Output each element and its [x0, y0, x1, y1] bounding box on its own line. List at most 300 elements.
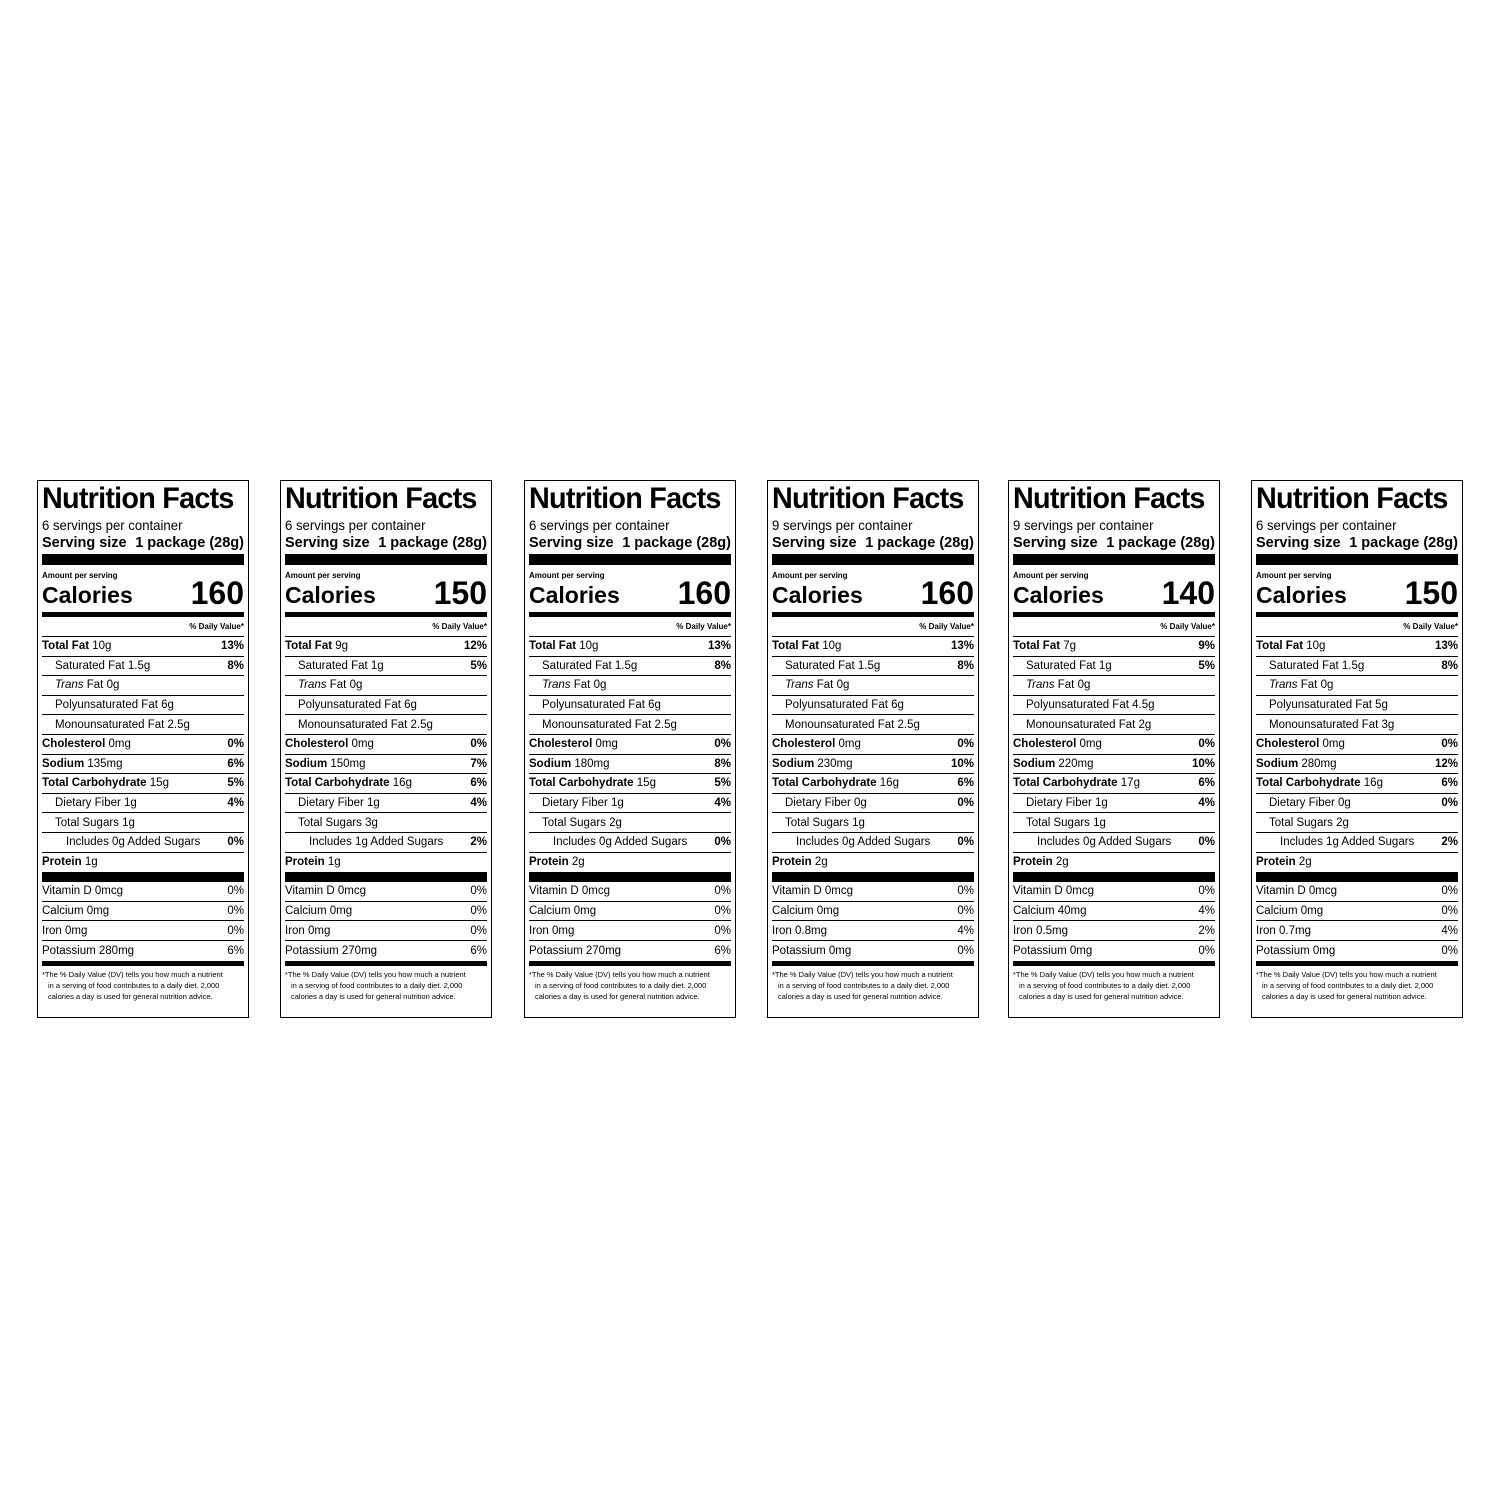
nutrient-label: Monounsaturated Fat	[542, 718, 652, 731]
monounsaturated-fat-row	[529, 715, 731, 735]
trans-fat-row	[285, 676, 487, 696]
total-fat-row	[772, 637, 974, 657]
nutrient-amount: 1.5g	[857, 659, 881, 672]
nutrient-amount: 2.5g	[654, 718, 677, 731]
footnote-line: in a serving of food contributes to a daily diet. 2,000	[1019, 980, 1191, 990]
nutrient-label: Fat	[570, 679, 591, 692]
added-sugars-row	[1013, 833, 1215, 853]
calories-label: Calories	[529, 582, 620, 608]
nutrient-dv: 0%	[957, 944, 974, 957]
thick-divider	[529, 554, 731, 565]
nutrient-amount: 0mg	[1300, 905, 1324, 918]
footnote-line: calories a day is used for general nutrition advice.	[1019, 991, 1184, 1001]
serving-size-value: 1 package (28g)	[378, 535, 487, 551]
nutrient-label: Calcium	[1013, 905, 1055, 918]
nutrient-amount: 3g	[1381, 718, 1395, 731]
nutrient-label: Total Sugars	[1026, 816, 1090, 829]
nutrient-label: Vitamin D	[1013, 885, 1063, 898]
nutrient-label: Cholesterol	[42, 738, 106, 751]
nutrient-amount: 10g	[822, 640, 842, 653]
nutrient-amount: 1g	[327, 856, 341, 869]
footnote	[772, 966, 974, 1002]
calories-label: Calories	[772, 582, 863, 608]
serving-size-label: Serving size	[772, 535, 857, 551]
amount-per-serving: Amount per serving	[772, 571, 848, 580]
nutrient-amount: 1g	[124, 797, 137, 810]
nutrient-label: Total Fat	[42, 640, 90, 653]
serving-size-value: 1 package (28g)	[135, 535, 244, 551]
sodium-row	[42, 755, 244, 775]
nutrient-label: Total Carbohydrate	[285, 777, 390, 790]
sodium-row	[285, 755, 487, 775]
added-sugars-row	[285, 833, 487, 853]
nutrient-dv: 4%	[470, 797, 487, 810]
nutrient-label: Calcium	[285, 905, 327, 918]
nutrient-amount: 0g	[842, 836, 855, 849]
polyunsaturated-fat-row	[772, 696, 974, 716]
cholesterol-row	[529, 735, 731, 755]
nutrient-amount: 0mg	[1322, 738, 1345, 751]
cholesterol-row	[1256, 735, 1458, 755]
nutrient-amount: 0mcg	[94, 885, 123, 898]
nutrient-label: Total Fat	[529, 640, 577, 653]
calories-label: Calories	[1013, 582, 1104, 608]
nutrient-label: Total Fat	[772, 640, 820, 653]
nutrient-dv: 5%	[1198, 659, 1215, 672]
panel-title: Nutrition Facts	[42, 482, 234, 515]
nutrient-dv: 12%	[1434, 757, 1458, 770]
nutrient-dv: 0%	[714, 836, 731, 849]
nutrient-amount: 0mg	[351, 738, 374, 751]
footnote	[285, 966, 487, 1002]
nutrient-amount: 2.5g	[167, 718, 190, 731]
nutrient-amount: 1.5g	[1341, 659, 1365, 672]
nutrient-label: Dietary Fiber	[542, 797, 608, 810]
nutrient-amount: 1.5g	[127, 659, 151, 672]
polyunsaturated-fat-row	[42, 696, 244, 716]
nutrient-dv: 5%	[227, 777, 244, 790]
nutrient-label: Total Sugars	[785, 816, 849, 829]
nutrient-amount: 0g	[593, 679, 607, 692]
footnote-line: in a serving of food contributes to a daily diet. 2,000	[1262, 980, 1434, 990]
vitamin-d-row	[285, 882, 487, 902]
nutrient-label: Polyunsaturated Fat	[1269, 699, 1372, 712]
nutrient-dv: 13%	[707, 640, 731, 653]
nutrient-amount: 0mcg	[1065, 885, 1094, 898]
nutrient-amount: 2g	[814, 856, 828, 869]
nutrient-dv: 0%	[470, 885, 487, 898]
nutrient-label: Total Fat	[285, 640, 333, 653]
nutrient-dv: 12%	[463, 640, 487, 653]
saturated-fat-row	[1013, 657, 1215, 677]
nutrient-label: Polyunsaturated Fat	[1026, 699, 1129, 712]
vitamin-d-row	[529, 882, 731, 902]
nutrient-label: Saturated Fat	[298, 659, 368, 672]
nutrient-label: Vitamin D	[42, 885, 92, 898]
nutrient-amount: 1g	[84, 856, 98, 869]
nutrient-amount: 0g	[836, 679, 850, 692]
polyunsaturated-fat-row	[1013, 696, 1215, 716]
potassium-row	[42, 941, 244, 961]
nutrient-dv: 0%	[957, 885, 974, 898]
trans-label: Trans	[298, 679, 327, 692]
nutrient-amount: 0g	[1083, 836, 1096, 849]
total-carbohydrate-row	[529, 774, 731, 794]
footnote-line: in a serving of food contributes to a daily diet. 2,000	[48, 980, 220, 990]
nutrient-label: Calcium	[1256, 905, 1298, 918]
nutrient-amount: 0.8mg	[795, 924, 827, 937]
nutrition-facts-panel	[1251, 480, 1463, 1018]
daily-value-header: % Daily Value*	[285, 617, 487, 637]
calories-label: Calories	[42, 582, 133, 608]
total-fat-row	[1013, 637, 1215, 657]
nutrient-label: Potassium	[285, 944, 339, 957]
nutrient-dv: 2%	[470, 836, 487, 849]
nutrient-dv: 0%	[470, 905, 487, 918]
panel-title: Nutrition Facts	[529, 482, 721, 515]
nutrient-dv: 0%	[957, 797, 974, 810]
nutrient-label: Iron	[1013, 924, 1033, 937]
nutrient-label: Cholesterol	[1013, 738, 1077, 751]
calories-value: 160	[190, 575, 244, 611]
nutrient-label: Vitamin D	[1256, 885, 1306, 898]
amount-per-serving: Amount per serving	[42, 571, 118, 580]
nutrient-dv: 8%	[957, 659, 974, 672]
nutrient-label: Protein	[1013, 856, 1053, 869]
nutrient-label: Monounsaturated Fat	[785, 718, 895, 731]
nutrient-dv: 0%	[227, 924, 244, 937]
nutrient-amount: 0g	[1077, 679, 1091, 692]
panel-title: Nutrition Facts	[1256, 482, 1448, 515]
nutrient-amount: 0.5mg	[1036, 924, 1068, 937]
nutrient-label: Total Sugars	[298, 816, 362, 829]
nutrient-amount: 6g	[161, 699, 174, 712]
dietary-fiber-row	[42, 794, 244, 814]
protein-row	[1256, 853, 1458, 873]
nutrient-amount: 3g	[365, 816, 378, 829]
nutrient-amount: 4.5g	[1132, 699, 1155, 712]
nutrient-amount: 0mg	[1079, 738, 1102, 751]
serving-size-value: 1 package (28g)	[1349, 535, 1458, 551]
trans-fat-row	[1013, 676, 1215, 696]
nutrient-label: Fat	[1297, 679, 1318, 692]
nutrient-label: Added Sugars	[614, 836, 688, 849]
footnote-line: *The % Daily Value (DV) tells you how much a nutrient	[42, 969, 223, 979]
nutrient-dv: 0%	[1441, 905, 1458, 918]
daily-value-header: % Daily Value*	[772, 617, 974, 637]
nutrient-amount: 2g	[1138, 718, 1152, 731]
calories-label: Calories	[1256, 582, 1347, 608]
includes-label: Includes	[1280, 836, 1323, 849]
nutrition-facts-panel	[524, 480, 736, 1018]
vitamin-d-row	[42, 882, 244, 902]
nutrient-label: Dietary Fiber	[55, 797, 121, 810]
sodium-row	[529, 755, 731, 775]
nutrient-label: Calcium	[529, 905, 571, 918]
nutrient-dv: 0%	[1198, 885, 1215, 898]
nutrient-label: Iron	[772, 924, 792, 937]
total-fat-row	[285, 637, 487, 657]
nutrient-amount: 0mg	[816, 905, 840, 918]
nutrient-dv: 0%	[714, 924, 731, 937]
nutrient-label: Total Carbohydrate	[1013, 777, 1118, 790]
nutrient-label: Total Carbohydrate	[529, 777, 634, 790]
serving-size-row	[285, 534, 487, 552]
vitamin-d-row	[1013, 882, 1215, 902]
nutrient-amount: 2.5g	[897, 718, 920, 731]
nutrient-amount: 0mg	[108, 738, 131, 751]
thick-divider	[529, 872, 731, 882]
nutrient-label: Dietary Fiber	[1269, 797, 1335, 810]
servings-per-container: 6 servings per container	[1256, 517, 1397, 533]
nutrient-label: Saturated Fat	[785, 659, 855, 672]
calories-value: 150	[433, 575, 487, 611]
nutrient-amount: 0g	[854, 797, 867, 810]
nutrient-amount: 0mg	[1069, 944, 1093, 957]
nutrient-amount: 0g	[349, 679, 363, 692]
nutrient-label: Saturated Fat	[1026, 659, 1096, 672]
servings-per-container: 9 servings per container	[1013, 517, 1154, 533]
nutrient-amount: 0mcg	[581, 885, 610, 898]
nutrient-label: Sodium	[529, 757, 572, 770]
footnote-line: *The % Daily Value (DV) tells you how much a nutrient	[285, 969, 466, 979]
nutrition-facts-panel	[767, 480, 979, 1018]
nutrient-label: Sodium	[772, 757, 815, 770]
calories-label: Calories	[285, 582, 376, 608]
nutrient-amount: 1g	[1093, 816, 1106, 829]
footnote-line: *The % Daily Value (DV) tells you how much a nutrient	[772, 969, 953, 979]
added-sugars-row	[42, 833, 244, 853]
thick-divider	[1013, 872, 1215, 882]
nutrient-dv: 4%	[957, 924, 974, 937]
nutrient-amount: 180mg	[574, 757, 610, 770]
sodium-row	[1256, 755, 1458, 775]
nutrient-amount: 0mg	[573, 905, 597, 918]
nutrient-label: Cholesterol	[772, 738, 836, 751]
nutrient-label: Fat	[1054, 679, 1075, 692]
nutrient-dv: 13%	[950, 640, 974, 653]
nutrient-dv: 0%	[470, 738, 487, 751]
nutrient-amount: 1g	[1326, 836, 1339, 849]
nutrient-label: Iron	[1256, 924, 1276, 937]
total-sugars-row	[529, 813, 731, 833]
thick-divider	[1256, 554, 1458, 565]
nutrient-dv: 8%	[1441, 659, 1458, 672]
iron-row	[42, 921, 244, 941]
dietary-fiber-row	[529, 794, 731, 814]
nutrient-label: Total Carbohydrate	[772, 777, 877, 790]
vitamin-d-row	[1256, 882, 1458, 902]
nutrient-label: Monounsaturated Fat	[1269, 718, 1379, 731]
nutrient-dv: 6%	[227, 757, 244, 770]
nutrient-amount: 0g	[1338, 797, 1351, 810]
protein-row	[42, 853, 244, 873]
nutrient-amount: 0mg	[595, 738, 618, 751]
saturated-fat-row	[772, 657, 974, 677]
nutrient-amount: 6g	[404, 699, 417, 712]
nutrient-dv: 4%	[1441, 924, 1458, 937]
calories-value: 140	[1161, 575, 1215, 611]
nutrient-label: Added Sugars	[1098, 836, 1172, 849]
total-fat-row	[42, 637, 244, 657]
includes-label: Includes	[796, 836, 839, 849]
nutrient-dv: 6%	[1198, 777, 1215, 790]
nutrient-dv: 8%	[227, 659, 244, 672]
nutrient-label: Sodium	[1256, 757, 1299, 770]
nutrient-dv: 10%	[1191, 757, 1215, 770]
nutrient-dv: 4%	[714, 797, 731, 810]
nutrient-label: Sodium	[285, 757, 328, 770]
cholesterol-row	[772, 735, 974, 755]
nutrient-amount: 1g	[367, 797, 380, 810]
nutrient-dv: 8%	[714, 757, 731, 770]
nutrient-amount: 1g	[611, 797, 624, 810]
nutrient-amount: 150mg	[330, 757, 366, 770]
nutrient-amount: 16g	[879, 777, 899, 790]
trans-fat-row	[529, 676, 731, 696]
nutrient-amount: 0mg	[308, 924, 331, 937]
saturated-fat-row	[529, 657, 731, 677]
nutrient-amount: 280mg	[1301, 757, 1337, 770]
nutrient-dv: 0%	[1198, 836, 1215, 849]
footnote-line: calories a day is used for general nutrition advice.	[535, 991, 700, 1001]
footnote-line: *The % Daily Value (DV) tells you how much a nutrient	[1013, 969, 1194, 979]
serving-size-label: Serving size	[1013, 535, 1098, 551]
potassium-row	[529, 941, 731, 961]
nutrient-label: Vitamin D	[285, 885, 335, 898]
iron-row	[529, 921, 731, 941]
thick-divider	[42, 872, 244, 882]
nutrient-amount: 0g	[1320, 679, 1334, 692]
servings-per-container: 6 servings per container	[285, 517, 426, 533]
nutrient-amount: 0mg	[828, 944, 852, 957]
nutrient-dv: 13%	[1434, 640, 1458, 653]
monounsaturated-fat-row	[42, 715, 244, 735]
nutrient-label: Monounsaturated Fat	[298, 718, 408, 731]
nutrient-label: Added Sugars	[370, 836, 444, 849]
nutrient-amount: 1g	[370, 659, 384, 672]
saturated-fat-row	[285, 657, 487, 677]
footnote	[529, 966, 731, 1002]
nutrient-amount: 1g	[355, 836, 368, 849]
iron-row	[285, 921, 487, 941]
total-carbohydrate-row	[1256, 774, 1458, 794]
includes-label: Includes	[309, 836, 352, 849]
nutrient-amount: 1g	[1095, 797, 1108, 810]
nutrient-label: Total Carbohydrate	[1256, 777, 1361, 790]
calories-value: 150	[1404, 575, 1458, 611]
nutrient-label: Cholesterol	[285, 738, 349, 751]
sodium-row	[772, 755, 974, 775]
nutrient-label: Polyunsaturated Fat	[55, 699, 158, 712]
serving-size-row	[529, 534, 731, 552]
footnote-line: in a serving of food contributes to a daily diet. 2,000	[535, 980, 707, 990]
nutrient-dv: 0%	[714, 905, 731, 918]
daily-value-header: % Daily Value*	[1256, 617, 1458, 637]
nutrient-label: Iron	[529, 924, 549, 937]
serving-size-value: 1 package (28g)	[1106, 535, 1215, 551]
nutrient-amount: 0g	[599, 836, 612, 849]
calories-value: 160	[677, 575, 731, 611]
potassium-row	[1013, 941, 1215, 961]
trans-fat-row	[772, 676, 974, 696]
total-sugars-row	[772, 813, 974, 833]
nutrient-label: Potassium	[529, 944, 583, 957]
trans-label: Trans	[542, 679, 571, 692]
nutrient-amount: 280mg	[98, 944, 135, 957]
nutrient-amount: 7g	[1063, 640, 1077, 653]
potassium-row	[772, 941, 974, 961]
nutrient-amount: 6g	[891, 699, 904, 712]
trans-label: Trans	[785, 679, 814, 692]
calories-value: 160	[920, 575, 974, 611]
footnote	[42, 966, 244, 1002]
panel-title: Nutrition Facts	[772, 482, 964, 515]
nutrient-dv: 0%	[957, 836, 974, 849]
nutrient-label: Protein	[529, 856, 569, 869]
nutrient-label: Dietary Fiber	[785, 797, 851, 810]
nutrient-amount: 0mg	[329, 905, 353, 918]
saturated-fat-row	[42, 657, 244, 677]
trans-label: Trans	[1026, 679, 1055, 692]
nutrient-dv: 0%	[1198, 944, 1215, 957]
calcium-row	[1256, 902, 1458, 922]
nutrient-label: Added Sugars	[127, 836, 201, 849]
footnote-line: *The % Daily Value (DV) tells you how much a nutrient	[1256, 969, 1437, 979]
trans-label: Trans	[1269, 679, 1298, 692]
nutrient-amount: 0mcg	[824, 885, 853, 898]
nutrient-amount: 0g	[112, 836, 125, 849]
calcium-row	[529, 902, 731, 922]
nutrient-dv: 4%	[1198, 905, 1215, 918]
monounsaturated-fat-row	[285, 715, 487, 735]
thick-divider	[1013, 554, 1215, 565]
nutrient-label: Iron	[285, 924, 305, 937]
nutrient-amount: 1.5g	[614, 659, 638, 672]
nutrient-dv: 6%	[957, 777, 974, 790]
nutrient-label: Vitamin D	[529, 885, 579, 898]
added-sugars-row	[772, 833, 974, 853]
footnote-line: calories a day is used for general nutrition advice.	[291, 991, 456, 1001]
nutrient-amount: 2g	[1298, 856, 1312, 869]
footnote-line: calories a day is used for general nutrition advice.	[48, 991, 213, 1001]
protein-row	[285, 853, 487, 873]
nutrient-label: Cholesterol	[1256, 738, 1320, 751]
nutrient-amount: 0mg	[1312, 944, 1336, 957]
nutrient-label: Protein	[42, 856, 82, 869]
nutrient-label: Fat	[326, 679, 347, 692]
nutrient-label: Total Sugars	[1269, 816, 1333, 829]
nutrient-dv: 0%	[1441, 738, 1458, 751]
total-sugars-row	[42, 813, 244, 833]
nutrient-amount: 10g	[1306, 640, 1326, 653]
nutrient-dv: 4%	[1198, 797, 1215, 810]
footnote	[1256, 966, 1458, 1002]
nutrient-amount: 1g	[852, 816, 865, 829]
nutrient-dv: 0%	[227, 836, 244, 849]
serving-size-label: Serving size	[1256, 535, 1341, 551]
thick-divider	[42, 554, 244, 565]
nutrient-amount: 0.7mg	[1279, 924, 1311, 937]
nutrient-amount: 0mg	[838, 738, 861, 751]
servings-per-container: 6 servings per container	[529, 517, 670, 533]
total-sugars-row	[285, 813, 487, 833]
nutrient-amount: 270mg	[341, 944, 378, 957]
saturated-fat-row	[1256, 657, 1458, 677]
nutrient-label: Potassium	[772, 944, 826, 957]
nutrient-label: Potassium	[1013, 944, 1067, 957]
footnote	[1013, 966, 1215, 1002]
